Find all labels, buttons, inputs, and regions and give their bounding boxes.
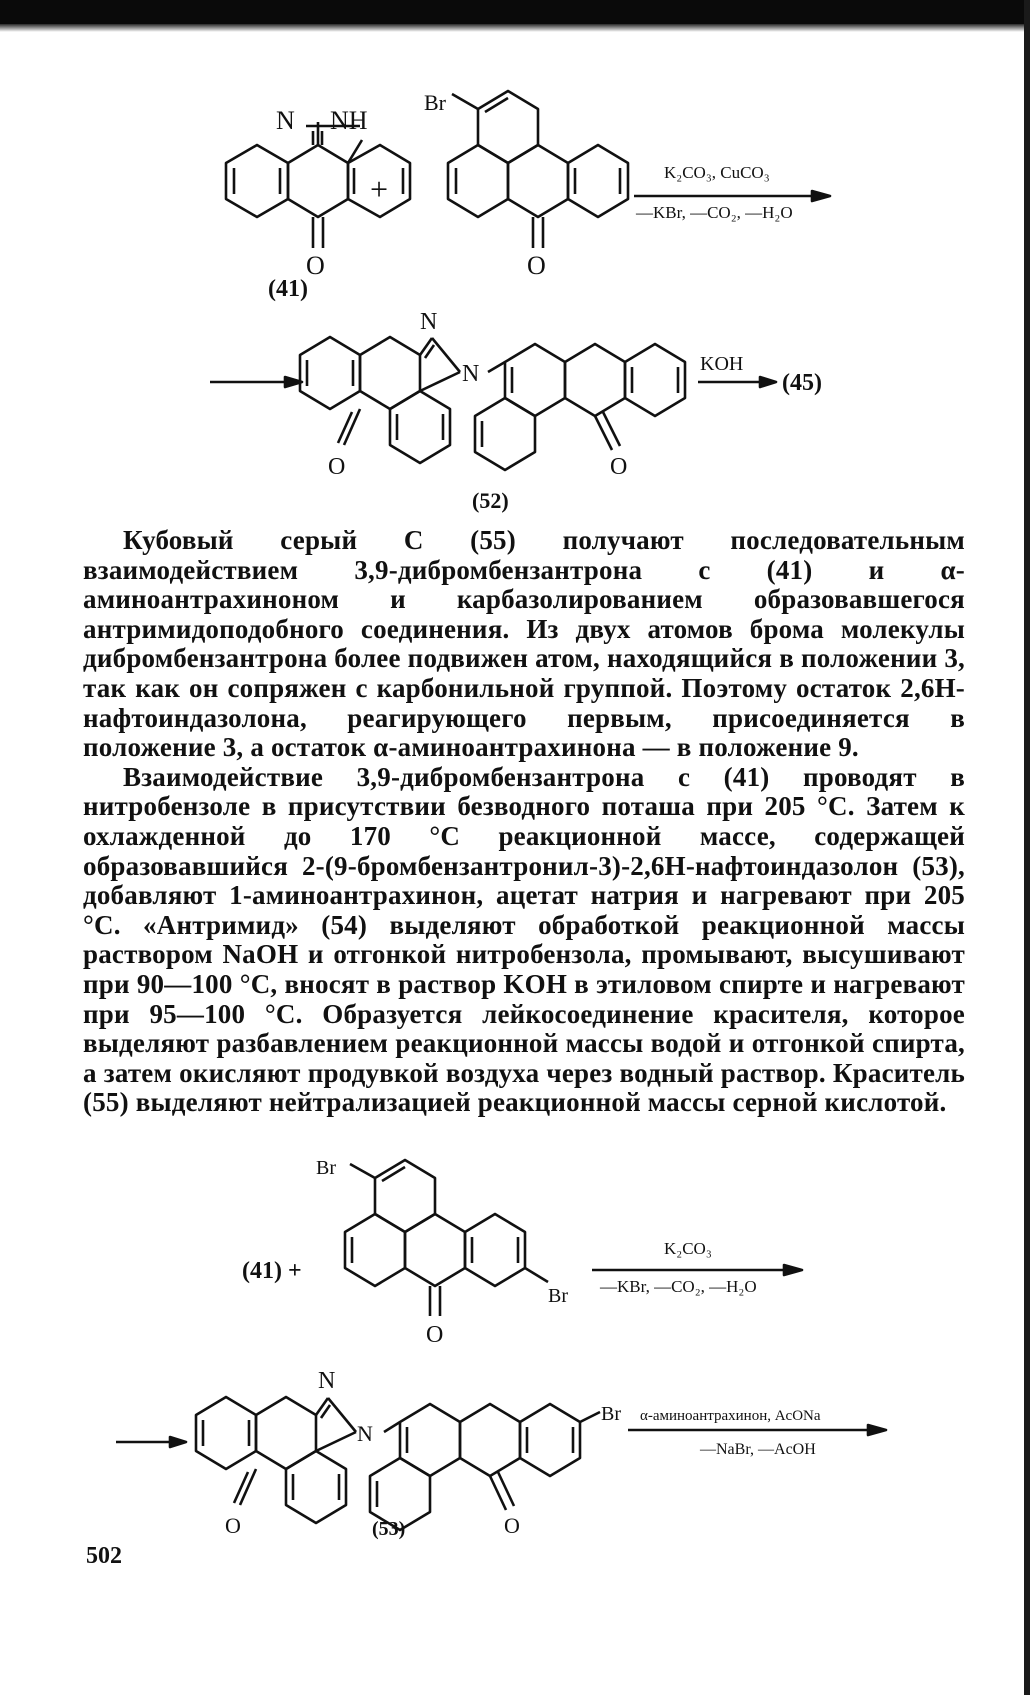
top-reaction-scheme — [0, 0, 1030, 513]
r1-n-label: N — [276, 106, 295, 135]
paragraph-2: Взаимодействие 3,9-дибромбензантрона с (41) проводят в нитробензоле в присутствии безводного поташа при 205 °С. Затем к охлажденной до 170 °С реакционной массе, содержащей образовавшийся 2-(9-бромбензантронил-3)-2,6H-нафтоиндазолон (53), добавляют 1-аминоантрахинон, ацетат натрия и нагревают при 205 °С. «Антримид» (54) выделяют обработкой реакционной массы раствором NaOH и отгонкой нитробензола, промывают, высушивают при 90—100 °С, вносят в раствор KOH в этиловом спирте и нагревают при 95—100 °С. Образуется лейкосоединение красителя, которое выделяют разбавлением реакционной массы водой и отгонкой спирта, а затем окисляют продувкой воздуха через водный раствор. Краситель (55) выделяют нейтрализацией реакционной массы серной кислотой. — [83, 761, 965, 1118]
reactant-bromobenzanthrone-structure — [448, 91, 628, 248]
p53-n-label: N — [318, 1368, 336, 1394]
page-number: 502 — [86, 1543, 122, 1569]
final-45-label: (45) — [782, 370, 822, 396]
product-53-structure — [196, 1397, 600, 1530]
p52-id-label: (52) — [472, 488, 509, 513]
r1-nh-label: NH — [330, 106, 368, 135]
r2-br-label: Br — [424, 90, 446, 115]
reagents2-below: —NaBr, —AcOH — [700, 1441, 816, 1458]
p53-o-left: O — [225, 1513, 241, 1538]
r2-o-label: O — [527, 251, 546, 280]
reagents-above-2: K₂CO₃ — [664, 1239, 712, 1258]
r2b-o-label: O — [426, 1322, 444, 1348]
body-text — [83, 526, 965, 1118]
plus-sign: + — [370, 171, 389, 207]
r2b-br-right: Br — [548, 1285, 568, 1307]
product-52-structure — [300, 337, 685, 470]
bottom-reactant-label: (41) + — [242, 1258, 302, 1284]
reagents-above-1: K₂CO₃, CuCO₃ — [664, 163, 770, 182]
bottom-reaction-scheme — [0, 1130, 1030, 1540]
p52-o-right: O — [610, 454, 628, 480]
r2b-br-top: Br — [316, 1157, 336, 1179]
paragraph-1: Кубовый серый С (55) получают последовательным взаимодействием 3,9-дибромбензантрона с (41) и α-аминоантрахиноном и карбазолированием образовавшегося антримидоподобного соединения. Из двух атомов брома молекулы дибромбензантрона более подвижен атом, находящийся в положении 3, так как он сопряжен с карбонильной группой. Поэтому остаток 2,6H-нафтоиндазолона, реагирующего первым, присоединяется в положение 3, а остаток α-аминоантрахинона — в положение 9. — [83, 525, 965, 763]
r1-o-label: O — [306, 251, 325, 280]
dibromobenzanthrone-structure — [345, 1160, 548, 1316]
p53-br-label: Br — [601, 1403, 621, 1425]
p52-o-left: O — [328, 454, 346, 480]
p53-id-label: (53) — [372, 1518, 406, 1540]
reagents2-above: α-аминоантрахинон, AcONa — [640, 1408, 821, 1424]
koh-label: KOH — [700, 353, 744, 375]
r1-id-label: (41) — [268, 276, 308, 302]
p52-n-label: N — [420, 309, 438, 335]
reagents-below-2: —KBr, —CO₂, —H₂O — [600, 1277, 757, 1296]
p53-o-right: O — [504, 1513, 520, 1538]
reagents-below-1: —KBr, —CO₂, —H₂O — [636, 203, 793, 222]
p53-nlink-label: N — [357, 1421, 373, 1446]
p52-nlink-label: N — [462, 361, 480, 387]
